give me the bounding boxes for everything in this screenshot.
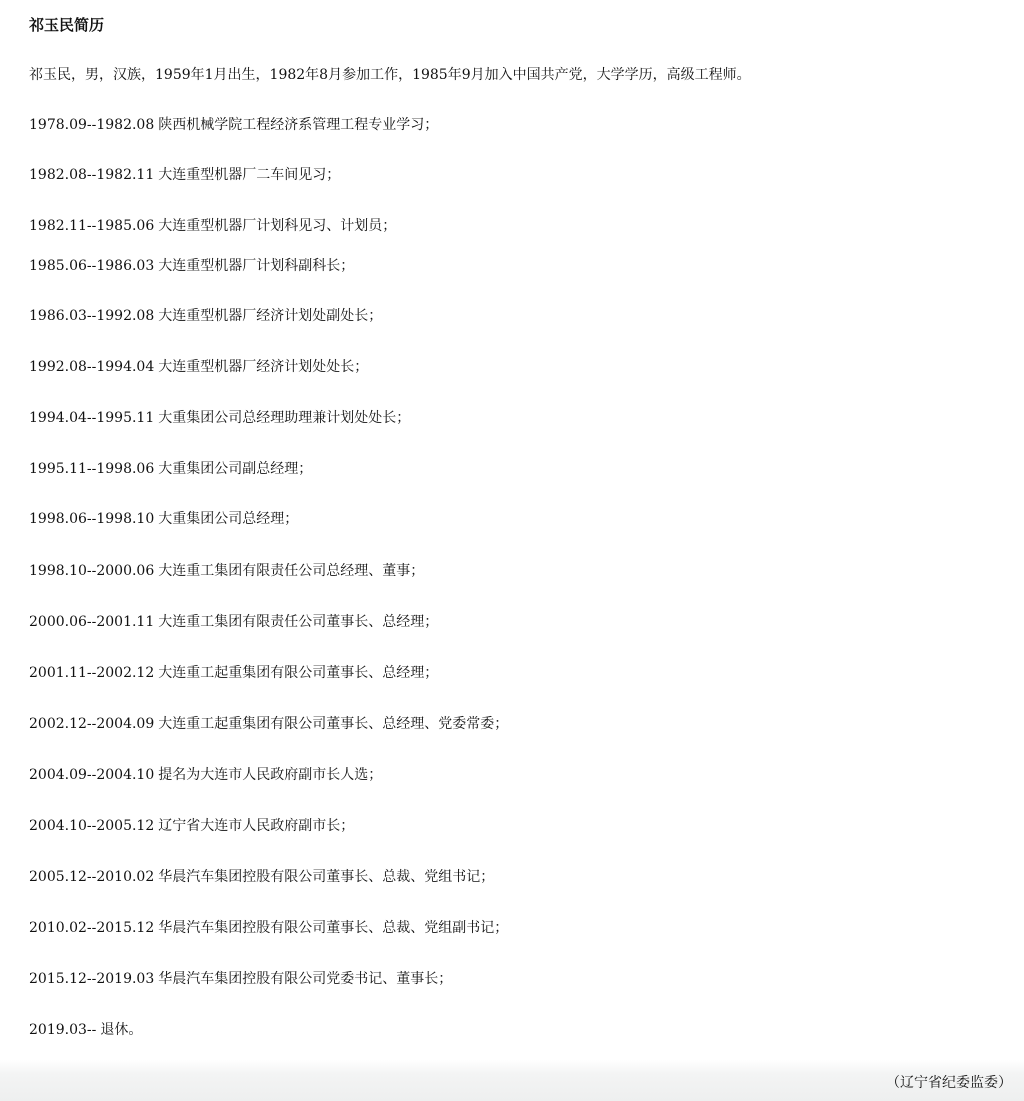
entry-period: 1982.08--1982.11 bbox=[29, 167, 155, 183]
entry-description: 华晨汽车集团控股有限公司董事长、总裁、党组书记； bbox=[158, 869, 495, 885]
entry-period: 1985.06--1986.03 bbox=[29, 258, 155, 274]
entry-description: 大重集团公司副总经理； bbox=[158, 461, 313, 477]
timeline-entry bbox=[29, 114, 438, 136]
entry-period: 1992.08--1994.04 bbox=[29, 359, 155, 375]
source-credit: （辽宁省纪委监委） bbox=[886, 1075, 1012, 1091]
entry-description: 大连重工集团有限责任公司总经理、董事； bbox=[158, 563, 425, 579]
entry-period: 2001.11--2002.12 bbox=[29, 665, 155, 681]
entry-description: 大重集团公司总经理； bbox=[158, 511, 299, 527]
entry-description: 大重集团公司总经理助理兼计划处处长； bbox=[158, 410, 411, 426]
entry-period: 2002.12--2004.09 bbox=[29, 716, 155, 732]
entry-description: 陕西机械学院工程经济系管理工程专业学习； bbox=[158, 117, 439, 133]
entry-period: 2019.03-- bbox=[29, 1022, 97, 1038]
entry-period: 2000.06--2001.11 bbox=[29, 614, 155, 630]
entry-period: 2015.12--2019.03 bbox=[29, 971, 155, 987]
entry-description: 提名为大连市人民政府副市长人选； bbox=[158, 767, 383, 783]
entry-description: 华晨汽车集团控股有限公司董事长、总裁、党组副书记； bbox=[158, 920, 509, 936]
timeline-entry bbox=[29, 611, 438, 633]
entry-period: 1978.09--1982.08 bbox=[29, 117, 155, 133]
entry-description: 大连重型机器厂计划科副科长； bbox=[158, 258, 355, 274]
timeline-entry bbox=[29, 917, 508, 939]
entry-description: 大连重工起重集团有限公司董事长、总经理、党委常委； bbox=[158, 716, 509, 732]
intro-paragraph: 祁玉民，男，汉族，1959年1月出生，1982年8月参加工作，1985年9月加入中国共产党，大学学历，高级工程师。 bbox=[29, 67, 751, 83]
entry-period: 2005.12--2010.02 bbox=[29, 869, 155, 885]
entry-period: 1998.06--1998.10 bbox=[29, 511, 155, 527]
entry-period: 1995.11--1998.06 bbox=[29, 461, 155, 477]
entry-period: 1982.11--1985.06 bbox=[29, 218, 155, 234]
entry-period: 1998.10--2000.06 bbox=[29, 563, 155, 579]
timeline-entry bbox=[29, 662, 438, 684]
entry-description: 华晨汽车集团控股有限公司党委书记、董事长； bbox=[158, 971, 453, 987]
entry-description: 大连重工集团有限责任公司董事长、总经理； bbox=[158, 614, 439, 630]
footer-band bbox=[0, 1060, 1024, 1101]
timeline-entry bbox=[29, 764, 382, 786]
page-title: 祁玉民简历 bbox=[29, 16, 105, 34]
entry-description: 大连重型机器厂二车间见习； bbox=[158, 167, 341, 183]
timeline-entry bbox=[29, 815, 354, 837]
entry-description: 退休。 bbox=[100, 1022, 143, 1038]
timeline-entry bbox=[29, 164, 340, 186]
timeline-entry bbox=[29, 407, 410, 429]
timeline-entry bbox=[29, 713, 508, 735]
timeline-entry bbox=[29, 508, 298, 530]
entry-description: 辽宁省大连市人民政府副市长； bbox=[158, 818, 355, 834]
entry-period: 2004.09--2004.10 bbox=[29, 767, 155, 783]
timeline-entry bbox=[29, 356, 368, 378]
entry-description: 大连重型机器厂经济计划处副处长； bbox=[158, 308, 383, 324]
timeline-entry bbox=[29, 968, 452, 990]
timeline-entry bbox=[29, 305, 382, 327]
timeline-entry bbox=[29, 1019, 142, 1041]
entry-period: 1994.04--1995.11 bbox=[29, 410, 155, 426]
entry-period: 1986.03--1992.08 bbox=[29, 308, 155, 324]
entry-period: 2004.10--2005.12 bbox=[29, 818, 155, 834]
timeline-entry bbox=[29, 560, 424, 582]
entry-description: 大连重型机器厂计划科见习、计划员； bbox=[158, 218, 397, 234]
entry-description: 大连重型机器厂经济计划处处长； bbox=[158, 359, 369, 375]
timeline-entry bbox=[29, 866, 494, 888]
timeline-entry bbox=[29, 255, 354, 277]
entry-description: 大连重工起重集团有限公司董事长、总经理； bbox=[158, 665, 439, 681]
entry-period: 2010.02--2015.12 bbox=[29, 920, 155, 936]
timeline-entry bbox=[29, 458, 312, 480]
timeline-entry bbox=[29, 215, 396, 237]
